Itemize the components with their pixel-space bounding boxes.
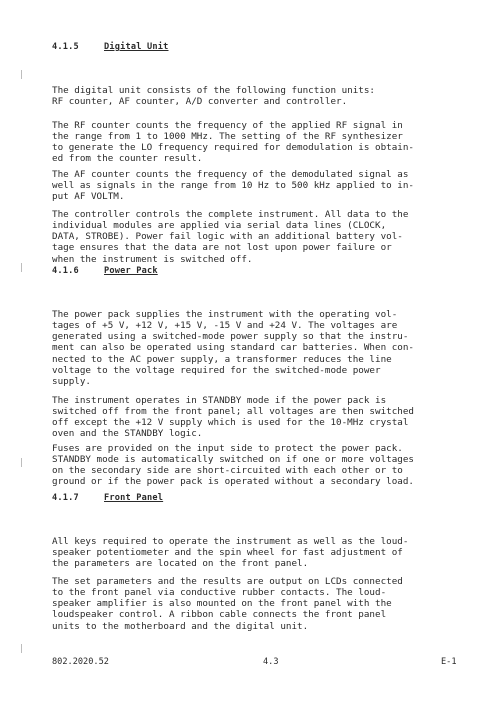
text-line: Fuses are provided on the input side to protect the power pack.	[52, 442, 403, 454]
text-line: when the instrument is switched off.	[52, 253, 253, 265]
section-number: 4.1.5	[52, 42, 79, 52]
text-line: The power pack supplies the instrument with the operating vol-	[52, 308, 398, 320]
text-line: The AF counter counts the frequency of the demodulated signal as	[52, 168, 409, 180]
text-line: tage ensures that the data are not lost upon power failure or	[52, 242, 392, 254]
text-line: loudspeaker control. A ribbon cable connects the front panel	[52, 609, 387, 621]
section-title: Digital Unit	[104, 42, 169, 52]
text-line: switched off from the front panel; all voltages are then switched	[52, 405, 414, 417]
text-line: on the secondary side are short-circuited with each other or to	[52, 465, 403, 477]
paragraph	[52, 420, 457, 488]
section-number: 4.1.7	[52, 493, 79, 503]
section-heading-digital-unit	[52, 42, 169, 52]
section-number: 4.1.6	[52, 266, 79, 276]
section-heading-power-pack	[52, 266, 158, 276]
text-line: the range from 1 to 1000 MHz. The setting of the RF synthesizer	[52, 130, 403, 142]
text-line: ment can also be operated using standard car batteries. When con-	[52, 342, 414, 354]
text-line: units to the motherboard and the digital unit.	[52, 620, 309, 632]
paragraph	[52, 553, 457, 632]
section-title: Power Pack	[104, 266, 158, 276]
text-line: individual modules are applied via serial data lines (CLOCK,	[52, 219, 387, 231]
text-line: to generate the LO frequency required for demodulation is obtain-	[52, 142, 414, 154]
text-line: supply.	[52, 376, 91, 388]
footer-doc-number: 802.2020.52	[52, 657, 109, 667]
text-line: put AF VOLTM.	[52, 191, 125, 203]
text-line: generated using a switched-mode power supply so that the instru-	[52, 331, 409, 343]
text-line: ground or if the power pack is operated without a secondary load.	[52, 476, 414, 488]
text-line: oven and the STANDBY logic.	[52, 428, 203, 440]
scan-mark	[21, 644, 22, 653]
scan-mark	[21, 263, 22, 272]
text-line: off except the +12 V supply which is used for the 10-MHz crystal	[52, 417, 409, 429]
text-line: The instrument operates in STANDBY mode if the power pack is	[52, 394, 387, 406]
text-line: The set parameters and the results are output on LCDs connected	[52, 575, 403, 587]
footer-page-number: 4.3	[263, 657, 279, 667]
text-line: speaker amplifier is also mounted on the front panel with the	[52, 598, 392, 610]
scan-mark	[21, 70, 22, 79]
text-line: to the front panel via conductive rubber contacts. The loud-	[52, 586, 387, 598]
footer-edition: E-1	[441, 657, 457, 667]
text-line: speaker potentiometer and the spin wheel for fast adjustment of	[52, 546, 403, 558]
text-line: the parameters are located on the front panel.	[52, 558, 309, 570]
text-line: ed from the counter result.	[52, 153, 203, 165]
text-line: well as signals in the range from 10 Hz to 500 kHz applied to in-	[52, 179, 414, 191]
section-heading-front-panel	[52, 493, 163, 503]
text-line: The RF counter counts the frequency of the applied RF signal in	[52, 119, 403, 131]
text-line: voltage to the voltage required for the switched-mode power	[52, 365, 381, 377]
text-line: tages of +5 V, +12 V, +15 V, -15 V and +24 V. The voltages are	[52, 319, 398, 331]
text-line: RF counter, AF counter, A/D converter and controller.	[52, 95, 348, 107]
text-line: DATA, STROBE). Power fail logic with an additional battery vol-	[52, 231, 403, 243]
text-line: The controller controls the complete instrument. All data to the	[52, 208, 409, 220]
text-line: All keys required to operate the instrument as well as the loud-	[52, 535, 409, 547]
text-line: The digital unit consists of the following function units:	[52, 84, 376, 96]
text-line: STANDBY mode is automatically switched on if one or more voltages	[52, 453, 414, 465]
section-title: Front Panel	[104, 493, 164, 503]
scan-mark	[21, 458, 22, 467]
text-line: nected to the AC power supply, a transformer reduces the line	[52, 353, 392, 365]
paragraph	[52, 186, 457, 265]
